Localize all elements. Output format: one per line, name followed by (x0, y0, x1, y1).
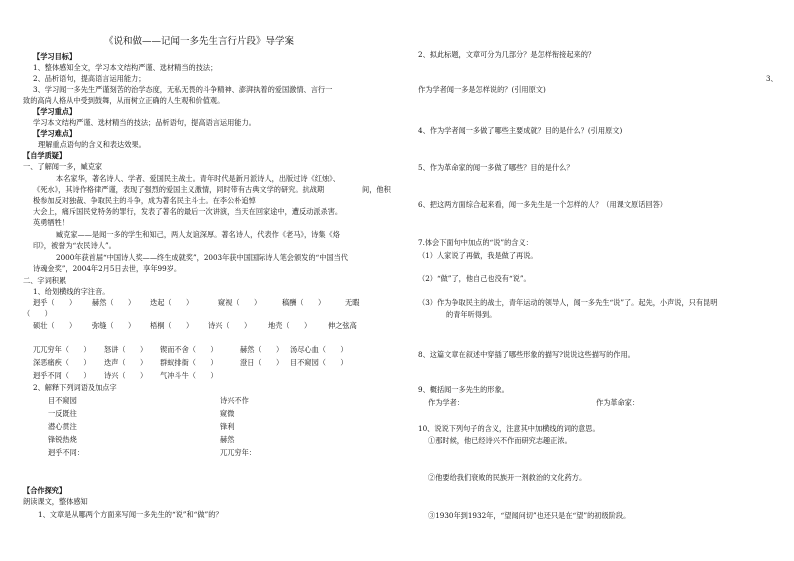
question-6: 6、把这两方面综合起来看，闻一多先生是一个怎样的人？（用课文原话回答） (418, 200, 667, 209)
bio2-line: 2000年获首届“中国诗人奖——终生成就奖”，2003年获中国国际诗人笔会颁发的“中国当代 (56, 253, 348, 262)
bio2-line: 臧克家——是闻一多的学生和知己，两人友谊深厚。著名诗人，代表作《老马》，诗集《烙 (56, 230, 340, 239)
pinyin-item: 群蚁排衙（ ） (160, 358, 218, 367)
question-4: 4、作为学者闻一多做了哪些主要成就？目的是什么？(引用原文) (418, 126, 623, 135)
pinyin-item: 迭声（ ） (104, 358, 148, 367)
objective-line: 2、品析语句，提高语言运用能力； (33, 74, 146, 83)
pinyin-item: 迭起（ ） (150, 298, 194, 307)
question-7-3-cont: 的青年听得到。 (446, 310, 497, 319)
word-item: 目不窥园 (48, 396, 77, 405)
bio2-line: 诗魂金奖”，2004年2月5日去世，享年99岁。 (33, 264, 182, 273)
pinyin-item: 诗兴（ ） (208, 321, 252, 330)
word-item: 迥乎不同： (48, 448, 84, 457)
question-7: 7.体会下面句中加点的“说”的含义： (418, 238, 533, 247)
pinyin-item: 气冲斗牛（ ） (160, 371, 218, 380)
section-2-heading: 二、字词积累 (23, 276, 67, 285)
key-heading: 【学习重点】 (33, 107, 77, 116)
question-1: 1、文章是从哪两个方面来写闻一多先生的“说”和“做”的？ (38, 510, 223, 519)
bio-line: 极参加反对独裁、争取民主的斗争，成为著名民主斗士。在李公朴追悼 (33, 196, 256, 205)
bio-line: 本名家华，著名诗人、学者、爱国民主战士。青年时代是新月派诗人，出版过诗《红烛》、 (56, 174, 340, 183)
question-10-2: ②他要给我们衰败的民族开一剂救治的文化药方。 (428, 473, 587, 482)
pinyin-item: 地壳（ ） (268, 321, 312, 330)
objective-line: 1、整体感知全文，学习本文结构严谨、选材精当的技法； (33, 63, 218, 72)
cooperation-heading: 【合作探究】 (23, 486, 67, 495)
word-item: 锋锐热烧 (48, 435, 77, 444)
question-10-1: ①那时候，他已经诗兴不作而研究志趣正浓。 (428, 436, 572, 445)
objective-line: 3、学习闻一多先生严谨刻苦的治学态度，无私无畏的斗争精神、澎湃执着的爱国激情、言行一 (33, 85, 333, 94)
bio-line: 《死水》，其诗作格律严谨，表现了强烈的爱国主义激情，同时带有古典文学的研究。抗战期 (33, 185, 325, 194)
pinyin-item: 赫然（ ） (240, 345, 284, 354)
question-10: 10、说说下列句子的含义，注意其中加横线的词的意思。 (418, 424, 600, 433)
question-9-scholar: 作为学者： (428, 398, 464, 407)
pinyin-item: 深恶痛疾（ ） (33, 358, 91, 367)
pinyin-item: （ ） (23, 309, 52, 318)
pinyin-item: 怒讲（ ） (104, 345, 148, 354)
pinyin-instruction: 1、给划横线的字注音。 (33, 287, 110, 296)
pinyin-item: 伸之弦高 (328, 321, 357, 330)
pinyin-item: 诗兴（ ） (104, 371, 148, 380)
question-3-number: 3、 (766, 75, 778, 83)
pinyin-item: 锲而不舍（ ） (160, 345, 218, 354)
pinyin-item: 硕壮（ ） (33, 321, 77, 330)
question-10-3: ③1930年到1932年，“望闻问切”也还只是在“望”的初级阶段。 (428, 511, 631, 520)
question-3: 作为学者闻一多是怎样说的？(引用原文) (418, 85, 546, 94)
question-9: 9、概括闻一多先生的形象。 (418, 385, 509, 394)
pinyin-item: 汤尽心血（ ） (290, 345, 348, 354)
difficulty-text: 理解重点语句的含义和表达效果。 (38, 140, 146, 149)
words-instruction: 2、解释下列词语及加点字 (33, 383, 117, 392)
word-item: 锋利 (220, 422, 235, 431)
word-item: 一反既往 (48, 409, 77, 418)
question-9-revolutionary: 作为革命家： (596, 398, 640, 407)
question-7-2: （2）“做”了，他自己也没有“说”。 (418, 274, 531, 283)
word-item: 窥微 (220, 409, 235, 418)
pinyin-item: 兀兀穷年（ ） (33, 345, 91, 354)
question-8: 8、这篇文章在叙述中穿插了哪些形象的描写?说说这些描写的作用。 (418, 350, 635, 359)
word-item: 潜心贯注 (48, 422, 77, 431)
pinyin-item: 梧桐（ ） (150, 321, 194, 330)
pinyin-item: 迥乎不同（ ） (33, 371, 91, 380)
document-title: 《说和做——记闻一多先生言行片段》导学案 (104, 36, 295, 47)
objective-line: 致的高尚人格从中受到鼓舞，从而树立正确的人生观和价值观。 (23, 96, 225, 105)
key-text: 学习本文结构严谨、选材精当的技法；品析语句，提高语言运用能力。 (33, 118, 256, 127)
word-item: 赫然 (220, 435, 235, 444)
section-1-heading: 一、了解闻一多，臧克家 (23, 162, 103, 171)
word-item: 诗兴不作 (220, 396, 249, 405)
pinyin-item: 澄日（ ） (240, 358, 284, 367)
pinyin-item: 赫然（ ） (92, 298, 136, 307)
pinyin-item: 稿酬（ ） (282, 298, 326, 307)
difficulty-heading: 【学习难点】 (33, 129, 77, 138)
bio-line: 英勇牺牲！ (33, 218, 69, 227)
objectives-heading: 【学习目标】 (33, 52, 77, 61)
bio2-line: 印》，被誉为“农民诗人”。 (33, 241, 116, 250)
pinyin-item: 窥视（ ） (218, 298, 262, 307)
question-5: 5、作为革命家的闻一多做了哪些？目的是什么？ (418, 163, 574, 172)
question-2: 2、拟此标题，文章可分为几部分？是怎样衔接起来的？ (418, 50, 596, 59)
bio-line: 大会上，痛斥国民党特务的罪行，发表了著名的最后一次讲演，当天在回家途中，遭反动派杀害。 (33, 207, 343, 216)
bio-line: 间，他积 (362, 185, 391, 194)
self-study-heading: 【自学质疑】 (23, 151, 67, 160)
pinyin-item: 目不窥园（ ） (290, 358, 348, 367)
question-7-1: （1）人家说了再做，我是做了再说。 (418, 251, 538, 260)
pinyin-item: 弥缝（ ） (92, 321, 136, 330)
pinyin-item: 无暇 (345, 298, 360, 307)
pinyin-item: 迥乎（ ） (33, 298, 77, 307)
question-7-3: （3）作为争取民主的战士，青年运动的领导人，闻一多先生“说”了。起先，小声说，只有昆明 (418, 298, 718, 307)
cooperation-sub: 朗读课文，整体感知 (23, 497, 88, 506)
word-item: 兀兀穷年： (220, 448, 256, 457)
